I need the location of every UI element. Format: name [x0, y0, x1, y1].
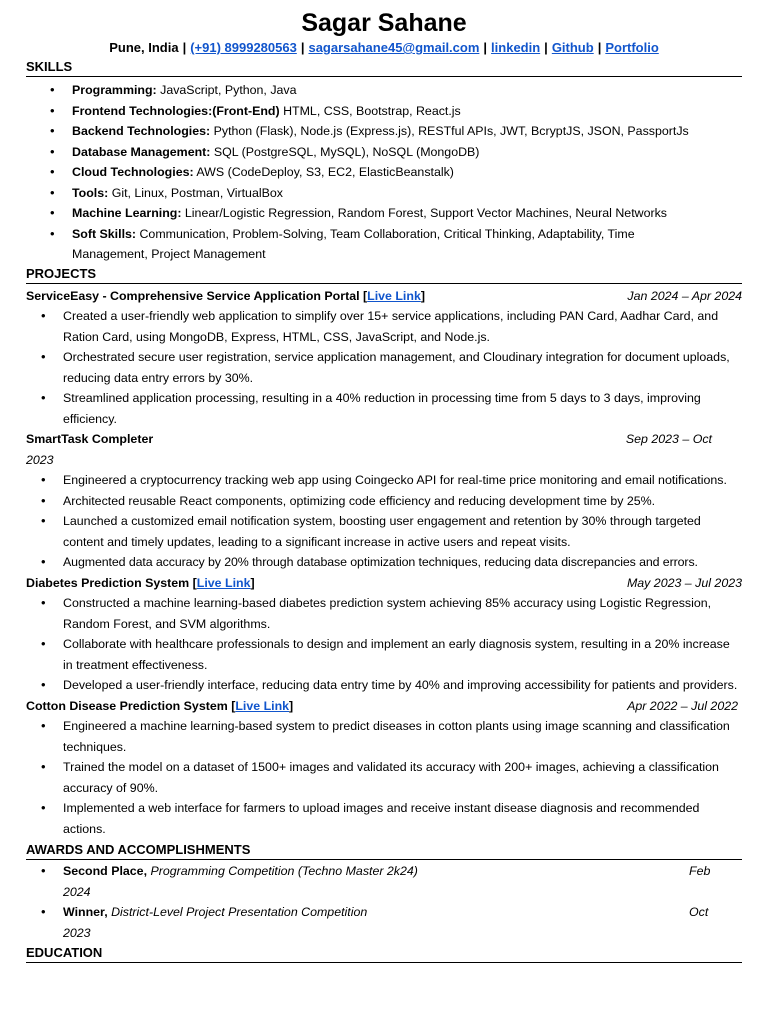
linkedin-link[interactable]: linkedin — [491, 40, 541, 55]
live-link[interactable]: Live Link — [196, 575, 251, 590]
project-date: Jan 2024 – Apr 2024 — [627, 288, 742, 303]
projects-heading: PROJECTS — [26, 265, 742, 284]
list-item: • Created a user-friendly web application to simplify over 15+ service applications, including PAN Card, Aadhar Card, and Ration Card, using MongoDB, Express, HTML, CSS, JavaScript, and Node.js. — [63, 306, 742, 347]
list-item: • Machine Learning: Linear/Logistic Regression, Random Forest, Support Vector Machines, Neural Networks — [72, 203, 742, 224]
project-date-continued: 2023 — [26, 452, 54, 467]
phone-link[interactable]: (+91) 8999280563 — [190, 40, 297, 55]
candidate-name: Sagar Sahane — [301, 9, 467, 37]
list-item: • Engineered a machine learning-based system to predict diseases in cotton plants using image scanning and classification techniques. — [63, 716, 742, 757]
list-item: • Tools: Git, Linux, Postman, VirtualBox — [72, 183, 742, 204]
list-item: • Second Place, Programming Competition (Techno Master 2k24) Feb 2024 — [63, 861, 742, 902]
list-item: • Developed a user-friendly interface, reducing data entry time by 40% and improving accessibility for patients and providers. — [63, 675, 742, 696]
project-title: SmartTask Completer — [26, 432, 154, 446]
awards-heading: AWARDS AND ACCOMPLISHMENTS — [26, 841, 742, 860]
project-header: Diabetes Prediction System [Live Link] May 2023 – Jul 2023 — [26, 573, 742, 594]
project-bullets — [26, 470, 742, 573]
project-title: ServiceEasy - Comprehensive Service Application Portal — [26, 288, 360, 303]
project-bullets — [26, 306, 742, 429]
email-link[interactable]: sagarsahane45@gmail.com — [308, 40, 480, 55]
list-item: • Soft Skills: Communication, Problem-Solving, Team Collaboration, Critical Thinking, Adaptability, Time Management, Project Management — [72, 224, 692, 265]
list-item: • Trained the model on a dataset of 1500+ images and validated its accuracy with 200+ images, achieving a classification accuracy of 90%. — [63, 757, 742, 798]
award-month: Feb — [689, 864, 711, 878]
list-item: • Frontend Technologies:(Front-End) HTML, CSS, Bootstrap, React.js — [72, 101, 742, 122]
list-item: • Collaborate with healthcare professionals to design and implement an early diagnosis system, resulting in a 20% increase in treatment effectiveness. — [63, 634, 742, 675]
education-heading: EDUCATION — [26, 944, 742, 963]
list-item: • Database Management: SQL (PostgreSQL, MySQL), NoSQL (MongoDB) — [72, 142, 742, 163]
project-header — [26, 429, 742, 450]
list-item: • Architected reusable React components, optimizing code efficiency and reducing development time by 25%. — [63, 491, 742, 512]
award-month: Oct — [689, 905, 709, 919]
github-link[interactable]: Github — [551, 40, 594, 55]
list-item: • Orchestrated secure user registration, service application management, and Cloudinary integration for document uploads, reducing data entry errors by 30%. — [63, 347, 742, 388]
project-bullets — [26, 716, 742, 839]
contact-line: Pune, India | (+91) 8999280563 | sagarsahane45@gmail.com | linkedin | Github | Portfolio — [109, 40, 659, 55]
skills-heading: SKILLS — [26, 58, 742, 77]
project-date: May 2023 – Jul 2023 — [626, 575, 742, 590]
list-item: • Programming: JavaScript, Python, Java — [72, 80, 742, 101]
resume-page — [26, 8, 742, 963]
project-date: Sep 2023 – Oct — [625, 432, 712, 446]
project-title: Diabetes Prediction System — [26, 575, 190, 590]
live-link[interactable]: Live Link — [235, 698, 290, 713]
live-link[interactable]: Live Link — [367, 288, 421, 303]
list-item: • Streamlined application processing, resulting in a 40% reduction in processing time from 5 days to 3 days, improving efficiency. — [63, 388, 742, 429]
location: Pune, India — [109, 40, 179, 55]
list-item: • Backend Technologies: Python (Flask), Node.js (Express.js), RESTful APIs, JWT, BcryptJS, JSON, PassportJs — [72, 121, 742, 142]
project-bullets — [26, 593, 742, 696]
project-title: Cotton Disease Prediction System — [26, 698, 228, 713]
list-item: • Implemented a web interface for farmers to upload images and receive instant disease diagnosis and recommended actions. — [63, 798, 742, 839]
skills-list — [26, 80, 742, 265]
portfolio-link[interactable]: Portfolio — [605, 40, 659, 55]
list-item: • Constructed a machine learning-based diabetes prediction system achieving 85% accuracy using Logistic Regression, Random Forest, and SVM algorithms. — [63, 593, 742, 634]
project-date: Apr 2022 – Jul 2022 — [627, 698, 738, 713]
project-header: ServiceEasy - Comprehensive Service Application Portal [Live Link] Jan 2024 – Apr 2024 — [26, 286, 742, 307]
list-item: • Launched a customized email notification system, boosting user engagement and retention by 30% through targeted content and timely updates, leading to a significant increase in active users and repeat visits. — [63, 511, 742, 552]
award-year: 2024 — [63, 884, 91, 899]
awards-list — [26, 861, 742, 943]
list-item: • Augmented data accuracy by 20% through database optimization techniques, reducing data discrepancies and errors. — [63, 552, 742, 573]
list-item: • Cloud Technologies: AWS (CodeDeploy, S3, EC2, ElasticBeanstalk) — [72, 162, 742, 183]
project-header: Cotton Disease Prediction System [Live Link] Apr 2022 – Jul 2022 — [26, 696, 742, 717]
list-item: • Winner, District-Level Project Presentation Competition Oct 2023 — [63, 902, 742, 943]
list-item: • Engineered a cryptocurrency tracking web app using Coingecko API for real-time price monitoring and email notifications. — [63, 470, 742, 491]
award-year: 2023 — [63, 925, 91, 940]
